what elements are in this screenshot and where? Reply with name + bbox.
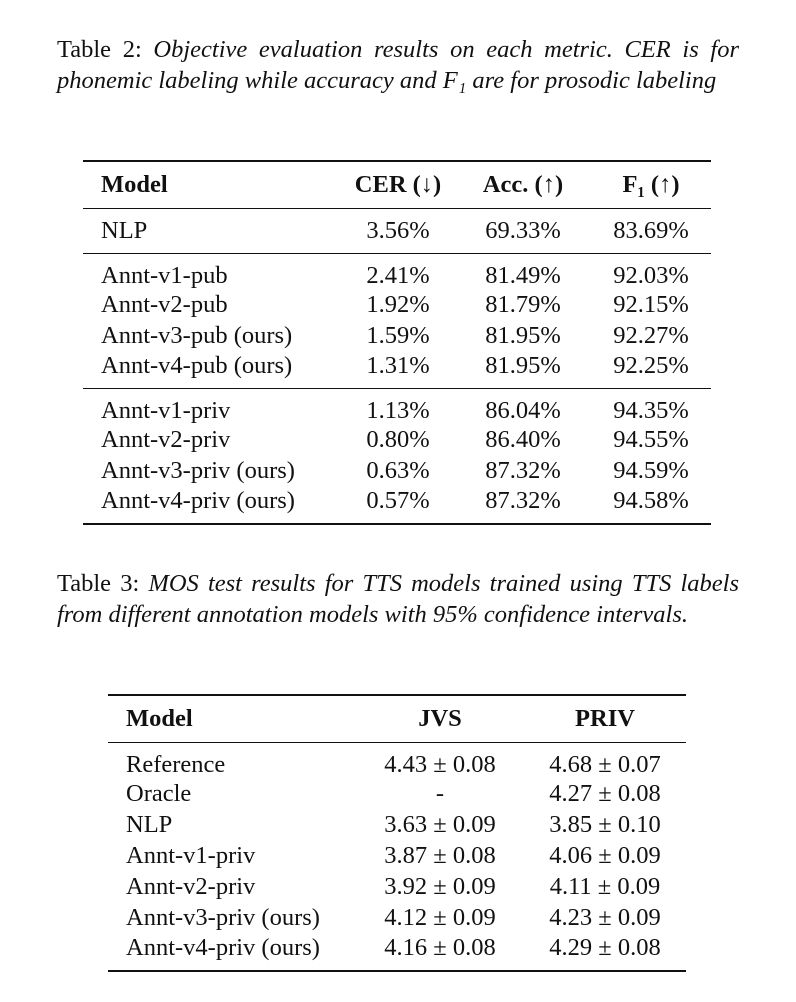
jvs-cell: 3.92 ± 0.09 bbox=[384, 873, 496, 900]
f1-cell: 94.58% bbox=[613, 486, 689, 514]
jvs-cell: 3.63 ± 0.09 bbox=[384, 811, 496, 838]
table-row bbox=[108, 841, 686, 872]
table3-header-priv: PRIV bbox=[575, 704, 635, 732]
table-row bbox=[108, 934, 686, 971]
table3-caption-text: MOS test results for TTS models trained using TTS labels from different annotation models with 95% confidence intervals. bbox=[57, 570, 740, 628]
table2-group-baseline bbox=[83, 208, 711, 253]
cer-cell: 3.56% bbox=[366, 216, 430, 244]
cer-cell: 1.59% bbox=[366, 322, 430, 349]
priv-cell: 4.68 ± 0.07 bbox=[549, 750, 661, 778]
priv-cell: 4.06 ± 0.09 bbox=[549, 842, 661, 869]
model-cell: NLP bbox=[126, 811, 173, 838]
model-cell: Annt-v3-priv (ours) bbox=[126, 904, 320, 931]
jvs-cell: 4.12 ± 0.09 bbox=[384, 904, 496, 931]
table-row bbox=[83, 456, 711, 487]
model-cell: Oracle bbox=[126, 780, 192, 807]
table3-header-model: Model bbox=[126, 704, 193, 732]
table-row bbox=[83, 425, 711, 456]
jvs-cell: 4.43 ± 0.08 bbox=[384, 750, 496, 778]
table3-caption bbox=[57, 568, 739, 630]
table2-header-acc: Acc. (↑) bbox=[482, 170, 564, 198]
table-row bbox=[108, 903, 686, 934]
table2-header-model: Model bbox=[101, 170, 168, 198]
f1-cell: 83.69% bbox=[613, 216, 689, 244]
table-row bbox=[83, 208, 711, 253]
f1-cell-best: 94.59% bbox=[613, 457, 689, 484]
acc-cell: 81.79% bbox=[485, 291, 561, 318]
acc-cell: 86.04% bbox=[485, 396, 561, 424]
acc-cell-best: 87.32% bbox=[485, 486, 561, 514]
table3 bbox=[108, 694, 686, 972]
table-row bbox=[108, 779, 686, 810]
cer-cell: 0.80% bbox=[366, 426, 430, 453]
priv-cell-best: 4.29 ± 0.08 bbox=[549, 933, 661, 961]
table2-caption-text: Objective evaluation results on each metric. CER is for phonemic labeling while accuracy and F₁ are for prosodic labeling bbox=[57, 36, 739, 94]
table-row bbox=[108, 872, 686, 903]
model-cell: Annt-v3-pub (ours) bbox=[101, 322, 293, 349]
table3-caption-label: Table 3: bbox=[57, 570, 140, 597]
cer-cell-best: 0.57% bbox=[366, 486, 430, 514]
acc-cell: 69.33% bbox=[485, 216, 561, 244]
model-cell: Annt-v4-pub (ours) bbox=[101, 351, 293, 379]
table3-body bbox=[108, 742, 686, 971]
model-cell: Annt-v2-priv bbox=[126, 873, 256, 900]
model-cell: Annt-v2-pub bbox=[101, 291, 228, 318]
priv-cell: 4.11 ± 0.09 bbox=[549, 873, 661, 900]
acc-cell-best: 81.95% bbox=[485, 322, 561, 349]
model-cell: NLP bbox=[101, 216, 148, 244]
table2-group-pub bbox=[83, 253, 711, 388]
table-row bbox=[83, 321, 711, 352]
f1-cell: 92.03% bbox=[613, 261, 689, 289]
jvs-cell: 3.87 ± 0.08 bbox=[384, 842, 496, 869]
f1-cell: 94.35% bbox=[613, 396, 689, 424]
f1-cell: 94.55% bbox=[613, 426, 689, 453]
model-cell: Annt-v3-priv (ours) bbox=[101, 457, 295, 484]
table2-header-f1: F₁ (↑) bbox=[622, 170, 680, 198]
acc-cell: 86.40% bbox=[485, 426, 561, 453]
table-row bbox=[108, 810, 686, 841]
priv-cell: 3.85 ± 0.10 bbox=[549, 811, 661, 838]
cer-cell: 1.92% bbox=[366, 291, 430, 318]
model-cell: Reference bbox=[126, 750, 226, 778]
table3-header-row bbox=[108, 695, 686, 742]
table2-caption-label: Table 2: bbox=[57, 36, 142, 63]
table2-header-cer: CER (↓) bbox=[354, 170, 442, 198]
model-cell: Annt-v1-pub bbox=[101, 261, 228, 289]
table2-header-row bbox=[83, 161, 711, 208]
cer-cell-best: 1.31% bbox=[366, 351, 430, 379]
model-cell: Annt-v1-priv bbox=[126, 842, 256, 869]
acc-cell: 81.49% bbox=[485, 261, 561, 289]
cer-cell: 0.63% bbox=[366, 457, 430, 484]
acc-cell-best: 87.32% bbox=[485, 457, 561, 484]
table2-group-priv bbox=[83, 388, 711, 524]
table-row bbox=[83, 253, 711, 290]
table2 bbox=[83, 160, 711, 525]
priv-cell: 4.23 ± 0.09 bbox=[549, 904, 661, 931]
jvs-cell: - bbox=[435, 780, 445, 807]
f1-cell: 92.15% bbox=[613, 291, 689, 318]
f1-cell: 92.25% bbox=[613, 351, 689, 379]
priv-cell: 4.27 ± 0.08 bbox=[549, 780, 661, 807]
table-row bbox=[108, 742, 686, 779]
model-cell: Annt-v4-priv (ours) bbox=[101, 486, 295, 514]
table2-caption bbox=[57, 34, 739, 96]
model-cell: Annt-v2-priv bbox=[101, 426, 231, 453]
table-row bbox=[83, 352, 711, 389]
table-row bbox=[83, 487, 711, 524]
f1-cell-best: 92.27% bbox=[613, 322, 689, 349]
table3-header-jvs: JVS bbox=[418, 704, 462, 732]
cer-cell: 1.13% bbox=[366, 396, 430, 424]
acc-cell-best: 81.95% bbox=[485, 351, 561, 379]
model-cell: Annt-v1-priv bbox=[101, 396, 231, 424]
table-row bbox=[83, 388, 711, 425]
table-row bbox=[83, 290, 711, 321]
model-cell: Annt-v4-priv (ours) bbox=[126, 933, 320, 961]
cer-cell: 2.41% bbox=[366, 261, 430, 289]
jvs-cell-best: 4.16 ± 0.08 bbox=[384, 933, 496, 961]
